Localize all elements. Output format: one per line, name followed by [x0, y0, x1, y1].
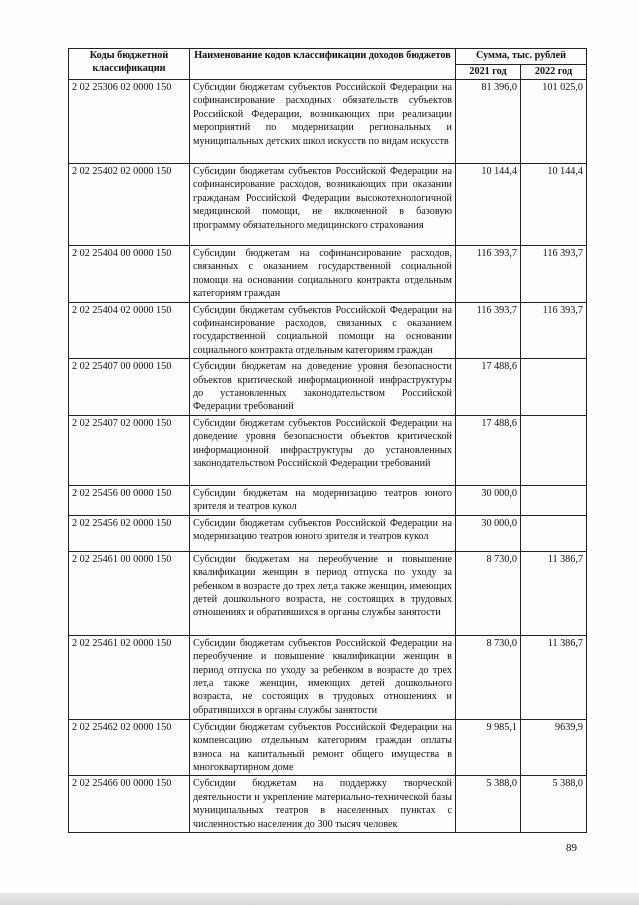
page-number: 89: [566, 842, 577, 854]
income-name-cell: Субсидии бюджетам на модернизацию театров юного зрителя и театров кукол: [190, 485, 456, 515]
sum-2022-cell: 11 386,7: [521, 551, 587, 635]
table-row: [69, 415, 587, 485]
sum-2022-cell: [521, 415, 587, 485]
table-row: [69, 485, 587, 515]
budget-code-cell: 2 02 25456 02 0000 150: [69, 515, 190, 551]
table-row: [69, 246, 587, 303]
sum-2021-cell: 116 393,7: [456, 246, 521, 303]
sum-2021-cell: 10 144,4: [456, 164, 521, 246]
budget-revenue-table: [68, 48, 587, 833]
budget-code-cell: 2 02 25407 00 0000 150: [69, 359, 190, 416]
budget-code-cell: 2 02 25404 00 0000 150: [69, 246, 190, 303]
budget-code-cell: 2 02 25407 02 0000 150: [69, 415, 190, 485]
sum-2021-cell: 116 393,7: [456, 302, 521, 359]
table-row: [69, 719, 587, 776]
table-row: [69, 302, 587, 359]
sum-2022-cell: [521, 515, 587, 551]
sum-2022-cell: [521, 359, 587, 416]
sum-2022-cell: [521, 485, 587, 515]
header-name: Наименование кодов классификации доходов бюджетов: [190, 49, 456, 80]
income-name-cell: Субсидии бюджетам на доведение уровня безопасности объектов критической информационной инфраструктуры до установленных законодательством Российской Федерации требований: [190, 359, 456, 416]
header-sum: Сумма, тыс. рублей: [456, 49, 587, 65]
sum-2021-cell: 17 488,6: [456, 359, 521, 416]
sum-2021-cell: 30 000,0: [456, 515, 521, 551]
sum-2022-cell: 5 388,0: [521, 776, 587, 833]
sum-2021-cell: 8 730,0: [456, 551, 521, 635]
budget-code-cell: 2 02 25456 00 0000 150: [69, 485, 190, 515]
budget-code-cell: 2 02 25402 02 0000 150: [69, 164, 190, 246]
budget-code-cell: 2 02 25462 02 0000 150: [69, 719, 190, 776]
budget-code-cell: 2 02 25466 00 0000 150: [69, 776, 190, 833]
sum-2021-cell: 30 000,0: [456, 485, 521, 515]
sum-2021-cell: 9 985,1: [456, 719, 521, 776]
table-header: [69, 49, 587, 80]
table-row: [69, 80, 587, 164]
sum-2022-cell: 116 393,7: [521, 246, 587, 303]
sum-2022-cell: 9639,9: [521, 719, 587, 776]
header-codes: Коды бюджетной классификации: [69, 49, 190, 80]
sum-2021-cell: 8 730,0: [456, 635, 521, 719]
income-name-cell: Субсидии бюджетам на софинансирование расходов, связанных с оказанием государственной социальной помощи на основании социального контракта отдельным категориям граждан: [190, 246, 456, 303]
sum-2022-cell: 101 025,0: [521, 80, 587, 164]
income-name-cell: Субсидии бюджетам субъектов Российской Федерации на доведение уровня безопасности объектов критической информационной инфраструктуры до установленных законодательством Российской Федерации требований: [190, 415, 456, 485]
header-year-2021: 2021 год: [456, 64, 521, 80]
header-year-2022: 2022 год: [521, 64, 587, 80]
income-name-cell: Субсидии бюджетам субъектов Российской Федерации на модернизацию театров юного зрителя и театров кукол: [190, 515, 456, 551]
income-name-cell: Субсидии бюджетам субъектов Российской Федерации на переобучение и повышение квалификации женщин в период отпуска по уходу за ребенком в возрасте до трех лет,а также женщин, имеющих детей дошкольного возраста, не состоящих в трудовых отношениях и обратившихся в органы службы занятости: [190, 635, 456, 719]
income-name-cell: Субсидии бюджетам на переобучение и повышение квалификации женщин в период отпуска по уходу за ребенком в возрасте до трех лет,а также женщин, имеющих детей дошкольного возраста, не состоящих в трудовых отношениях и обратившихся в органы службы занятости: [190, 551, 456, 635]
sum-2021-cell: 81 396,0: [456, 80, 521, 164]
budget-code-cell: 2 02 25461 00 0000 150: [69, 551, 190, 635]
scan-edge: [0, 893, 639, 905]
budget-code-cell: 2 02 25404 02 0000 150: [69, 302, 190, 359]
budget-code-cell: 2 02 25306 02 0000 150: [69, 80, 190, 164]
sum-2021-cell: 17 488,6: [456, 415, 521, 485]
income-name-cell: Субсидии бюджетам субъектов Российской Федерации на софинансирование расходов, связанных с оказанием государственной социальной помощи на основании социального контракта отдельным категориям граждан: [190, 302, 456, 359]
sum-2022-cell: 11 386,7: [521, 635, 587, 719]
income-name-cell: Субсидии бюджетам субъектов Российской Федерации на софинансирование расходных обязательств субъектов Российской Федерации, возникающих при реализации мероприятий по модернизации региональных и муниципальных детских школ искусств по видам искусств: [190, 80, 456, 164]
sum-2021-cell: 5 388,0: [456, 776, 521, 833]
income-name-cell: Субсидии бюджетам субъектов Российской Федерации на компенсацию отдельным категориям граждан оплаты взноса на капитальный ремонт общего имущества в многоквартирном доме: [190, 719, 456, 776]
table-row: [69, 635, 587, 719]
table-row: [69, 776, 587, 833]
table-row: [69, 359, 587, 416]
income-name-cell: Субсидии бюджетам на поддержку творческой деятельности и укрепление материально-технической базы муниципальных театров в населенных пунктах с численностью населения до 300 тысяч человек: [190, 776, 456, 833]
table-row: [69, 515, 587, 551]
sum-2022-cell: 10 144,4: [521, 164, 587, 246]
table-row: [69, 551, 587, 635]
income-name-cell: Субсидии бюджетам субъектов Российской Федерации на софинансирование расходов, возникающих при оказании гражданам Российской Федерации высокотехнологичной медицинской помощи, не включенной в базовую программу обязательного медицинского страхования: [190, 164, 456, 246]
table-body: [69, 80, 587, 833]
table-row: [69, 164, 587, 246]
budget-code-cell: 2 02 25461 02 0000 150: [69, 635, 190, 719]
sum-2022-cell: 116 393,7: [521, 302, 587, 359]
